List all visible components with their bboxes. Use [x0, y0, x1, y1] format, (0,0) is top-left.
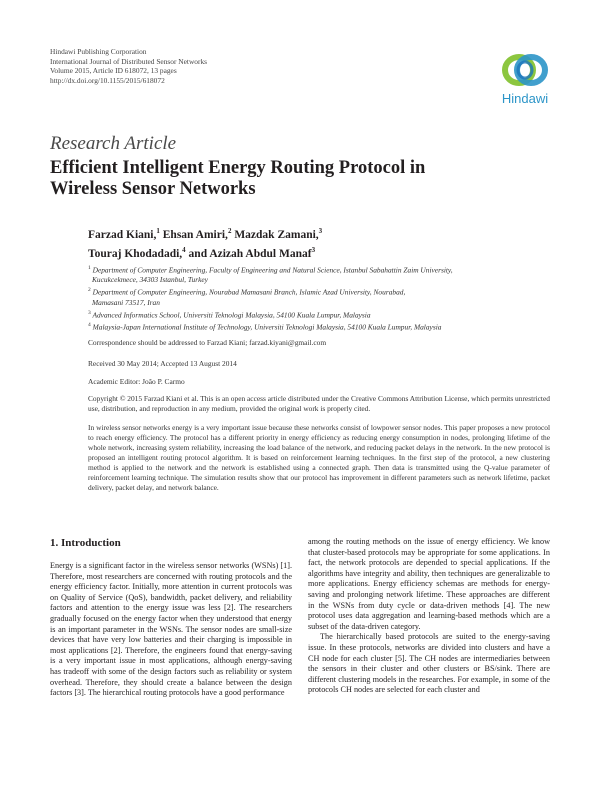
author-affil-ref[interactable]: 3 [318, 227, 323, 235]
title-line-1: Efficient Intelligent Energy Routing Protocol in [50, 158, 426, 178]
publisher-line: Hindawi Publishing Corporation [50, 47, 147, 56]
author-name: and Azizah Abdul Manaf [188, 247, 312, 260]
received-dates: Received 30 May 2014; Accepted 13 August 2014 [88, 359, 237, 368]
author-name: Farzad Kiani, [88, 228, 157, 241]
body-paragraph: among the routing methods on the issue of energy efficiency. We know that cluster-based protocols may be appropriate for some applications. In fact, the network protocols are depended to special applications. If the algorithms have integrity and ability, then techniques are generalizable to more applications. Energy efficiency schemas are methods for energy-saving and prolonging network lifetime. These approaches are different in the WSNs from duty cycle or data-driven methods [4]. The new protocol uses data aggregation and learning-based methods which are a subset of the data-driven category. [308, 537, 550, 631]
author-list [88, 224, 508, 262]
title-line-2: Wireless Sensor Networks [50, 179, 256, 199]
academic-editor: Academic Editor: João P. Carmo [88, 377, 185, 386]
volume-line: Volume 2015, Article ID 618072, 13 pages [50, 66, 177, 76]
copyright-notice: Copyright © 2015 Farzad Kiani et al. This is an open access article distributed under the Creative Commons Attribution License, which permits unrestricted use, distribution, and reproduction in any medium, provided the original work is properly cited. [88, 394, 550, 413]
author-line-1 [88, 224, 508, 243]
affiliation-text: Department of Computer Engineering, Nourabad Mamasani Branch, Islamic Azad University, Nourabad, [92, 287, 406, 297]
author-name: Touraj Khodadadi, [88, 247, 183, 260]
author-line-2 [88, 243, 508, 262]
hindawi-logo [494, 50, 556, 110]
affiliation-number: 2 [88, 287, 91, 294]
affiliation-text-cont: Kucukcekmece, 34303 Istanbul, Turkey [92, 275, 208, 285]
body-paragraph: The hierarchically based protocols are suited to the energy-saving issue. In these protocols, networks are divided into clusters and have a CH node for each cluster [5]. The CH nodes are intermediaries between the sensors in their cluster and other clusters or BS/sink. There are different clustering models in the researches. For example, in some of the protocols CH nodes are selected for each cluster and [308, 632, 550, 695]
affiliation-text: Malaysia-Japan International Institute of Technology, Universiti Teknologi Malaysia, 54100 Kuala Lumpur, Malaysia [92, 322, 442, 332]
author-affil-ref[interactable]: 3 [311, 245, 316, 254]
author-affil-ref[interactable]: 1 [156, 227, 160, 235]
affiliation-text: Advanced Informatics School, Universiti Teknologi Malaysia, 54100 Kuala Lumpur, Malaysia [92, 310, 371, 320]
affiliation-item [88, 263, 558, 285]
affiliation-text: Department of Computer Engineering, Faculty of Engineering and Natural Science, Istanbul Sabahattin Zaim University, [92, 265, 453, 275]
abstract: In wireless sensor networks energy is a very important issue because these networks consist of lowpower sensor nodes. This paper proposes a new protocol to reach energy efficiency. The protocol has a different priority in energy efficiency as reducing energy consumption in nodes, prolonging lifetime of the whole network, increasing system reliability, increasing the load balance of the network, and reducing packet delays in the network. In the new protocol is proposed an intelligent routing protocol algorithm. It is based on reinforcement learning techniques. In the first step of the protocol, a new clustering method is applied to the network and the network is established using a connected graph. Then data is transmitted using the Q-value parameter of reinforcement learning technique. The simulation results show that our protocol has improvement in different parameters such as network lifetime, packet delivery, packet delay, and network balance. [88, 423, 550, 492]
author-affil-ref[interactable]: 4 [182, 245, 186, 254]
hindawi-logo-text: Hindawi [501, 91, 549, 106]
article-type: Research Article [50, 133, 177, 154]
affiliation-text-cont: Mamasani 73517, Iran [92, 297, 160, 307]
affiliation-list [88, 263, 558, 333]
hindawi-logo-icon [496, 50, 554, 90]
journal-header [50, 47, 207, 85]
affiliation-item [88, 308, 558, 320]
affiliation-number: 1 [88, 265, 91, 271]
author-name: Ehsan Amiri, [162, 228, 228, 241]
body-column-right [308, 537, 550, 696]
paper-title [50, 158, 470, 200]
doi-link[interactable]: http://dx.doi.org/10.1155/2015/618072 [50, 75, 165, 85]
author-affil-ref[interactable]: 2 [227, 227, 232, 235]
affiliation-number: 4 [88, 322, 91, 329]
section-heading-introduction: 1. Introduction [50, 537, 121, 549]
journal-line: International Journal of Distributed Sensor Networks [50, 56, 208, 66]
body-paragraph: Energy is a significant factor in the wireless sensor networks (WSNs) [1]. Therefore, most researchers are concerned with routing protocols and the energy efficiency factor. Initially, more attention in current protocols was on Quality of Service (QoS), bandwidth, packet delivery, and reliability factors and attention to the energy issue was less [2]. The researchers gradually focused on the energy factor when they understood that energy is an important parameter in the WSNs. The sensor nodes are small-size devices that have very low batteries and their charging is impossible in most applications [2]. Therefore, the engineers found that energy-saving is a very important issue in most applications, although energy-saving has tradeoff with some of the design factors such as reliability or system overhead. Therefore, they should create a balance between the design factors [3]. The hierarchical routing protocols have a good performance [50, 561, 292, 698]
author-name: Mazdak Zamani, [234, 228, 319, 241]
body-column-left [50, 561, 292, 699]
affiliation-item [88, 320, 558, 332]
affiliation-number: 3 [88, 309, 91, 316]
correspondence-note: Correspondence should be addressed to Farzad Kiani; farzad.kiyani@gmail.com [88, 338, 327, 347]
affiliation-item [88, 285, 558, 307]
